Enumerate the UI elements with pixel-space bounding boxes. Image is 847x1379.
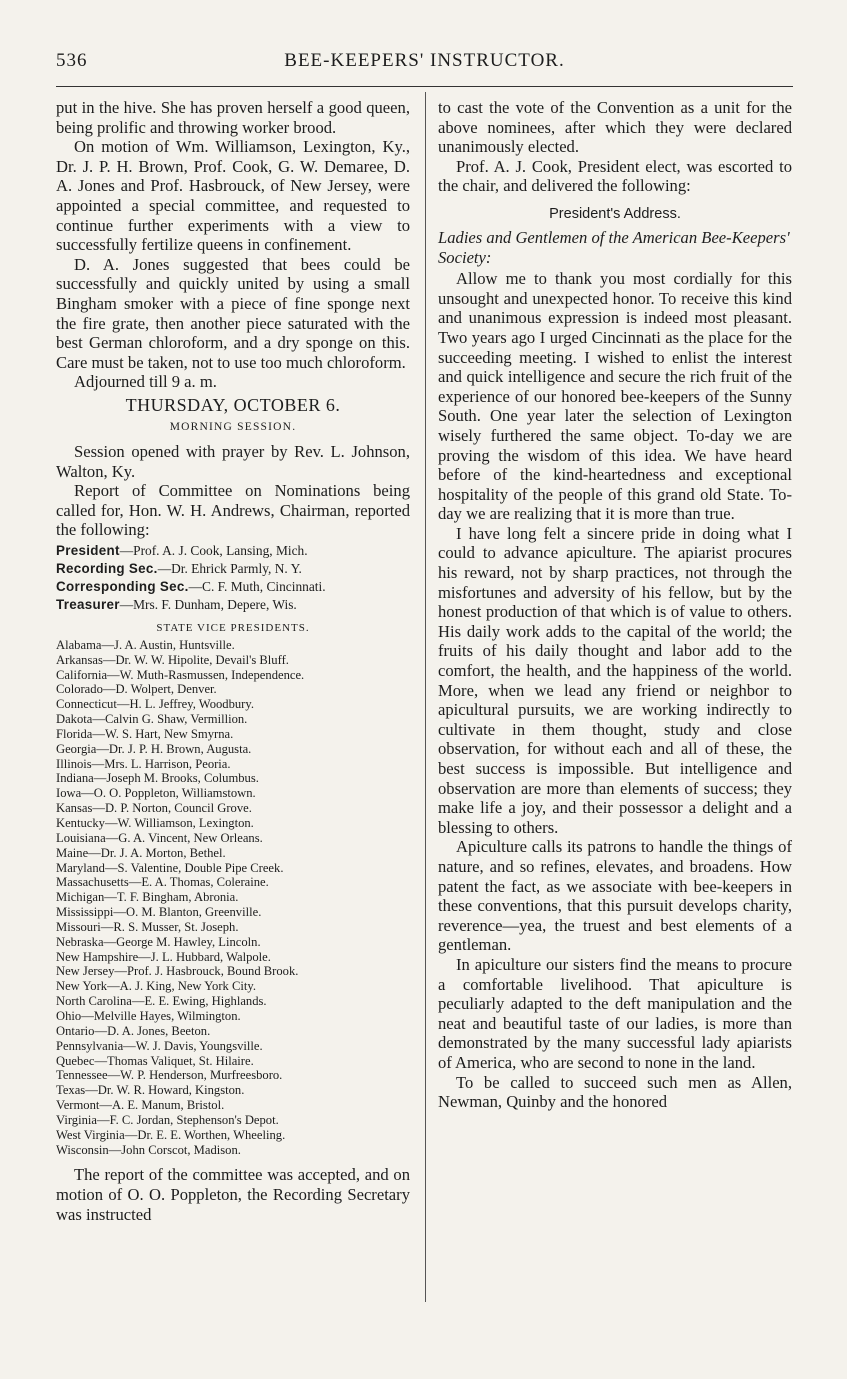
right-column	[438, 98, 792, 1112]
vice-president-entry: Iowa—O. O. Poppleton, Williamstown.	[56, 786, 256, 801]
paragraph: The report of the committee was accepted, and on motion of O. O. Poppleton, the Recording Secretary was instructed	[56, 1165, 410, 1224]
vice-president-entry: Colorado—D. Wolpert, Denver.	[56, 682, 217, 697]
officer-entry	[56, 578, 410, 596]
officers-list	[56, 542, 410, 614]
officer-entry	[56, 560, 410, 578]
paragraph: put in the hive. She has proven herself a good queen, being prolific and throwing worker brood.	[56, 98, 410, 137]
vice-president-entry: Indiana—Joseph M. Brooks, Columbus.	[56, 771, 259, 786]
vice-president-entry: Alabama—J. A. Austin, Huntsville.	[56, 637, 235, 652]
vice-president-entry: New York—A. J. King, New York City.	[56, 979, 257, 994]
header-rule	[56, 86, 793, 87]
vice-president-entry: Illinois—Mrs. L. Harrison, Peoria.	[56, 756, 231, 771]
session-heading: MORNING SESSION.	[169, 420, 297, 433]
vice-president-entry: Texas—Dr. W. R. Howard, Kingston.	[56, 1083, 245, 1098]
address-heading: President's Address.	[549, 205, 681, 222]
vice-president-entry: Mississippi—O. M. Blanton, Greenville.	[56, 905, 262, 920]
paragraph: D. A. Jones suggested that bees could be successfully and quickly united by using a small Bingham smoker with a piece of fine sponge next the fire grate, then another piece saturated with the best German chloroform, and a dry sponge on this. Care must be taken, not to use too much chloroform.	[56, 254, 410, 372]
vice-president-entry: North Carolina—E. E. Ewing, Highlands.	[56, 994, 267, 1009]
day-heading: THURSDAY, OCTOBER 6.	[125, 394, 341, 415]
vice-president-entry: Ohio—Melville Hayes, Wilmington.	[56, 1008, 241, 1023]
adjourned-line: Adjourned till 9 a. m.	[74, 372, 217, 392]
officer-name: —Prof. A. J. Cook, Lansing, Mich.	[119, 542, 308, 558]
officer-name: —C. F. Muth, Cincinnati.	[188, 578, 326, 594]
vice-president-entry: Pennsylvania—W. J. Davis, Youngsville.	[56, 1038, 263, 1053]
officer-title: Recording Sec.	[56, 560, 158, 576]
left-column	[56, 98, 410, 1224]
vice-president-entry: Missouri—R. S. Musser, St. Joseph.	[56, 919, 239, 934]
vice-president-entry: California—W. Muth-Rasmussen, Independence.	[56, 667, 305, 682]
vice-president-entry: Kentucky—W. Williamson, Lexington.	[56, 816, 254, 830]
vice-president-entry: Massachusetts—E. A. Thomas, Coleraine.	[56, 875, 269, 890]
vice-presidents-heading: STATE VICE PRESIDENTS.	[156, 621, 310, 634]
officer-name: —Dr. Ehrick Parmly, N. Y.	[157, 560, 302, 576]
vice-president-entry: Florida—W. S. Hart, New Smyrna.	[56, 726, 234, 741]
vice-president-entry: New Hampshire—J. L. Hubbard, Walpole.	[56, 949, 271, 964]
vice-president-entry: Wisconsin—John Corscot, Madison.	[56, 1142, 241, 1157]
officer-entry	[56, 596, 410, 614]
running-title: BEE-KEEPERS' INSTRUCTOR.	[284, 50, 565, 71]
vice-president-entry: Arkansas—Dr. W. W. Hipolite, Devail's Bluff.	[56, 652, 289, 667]
vice-president-entry: Vermont—A. E. Manum, Bristol.	[56, 1098, 225, 1113]
officer-name: —Mrs. F. Dunham, Depere, Wis.	[119, 596, 297, 612]
salutation: Ladies and Gentlemen of the American Bee-Keepers' Society:	[438, 227, 790, 267]
officer-title: President	[56, 542, 120, 558]
vice-president-entry: New Jersey—Prof. J. Hasbrouck, Bound Brook.	[56, 964, 299, 979]
vice-president-entry: Maryland—S. Valentine, Double Pipe Creek.	[56, 860, 284, 875]
running-header	[56, 50, 793, 76]
paragraph: Prof. A. J. Cook, President elect, was escorted to the chair, and delivered the following:	[438, 156, 792, 196]
officer-entry	[56, 542, 410, 560]
vice-presidents-list	[56, 638, 410, 1158]
vice-president-entry: West Virginia—Dr. E. E. Worthen, Wheeling.	[56, 1127, 286, 1142]
page-number: 536	[56, 50, 88, 71]
vice-president-entry: Ontario—D. A. Jones, Beeton.	[56, 1023, 211, 1038]
paragraph: On motion of Wm. Williamson, Lexington, Ky., Dr. J. P. H. Brown, Prof. Cook, G. W. Demaree, D. A. Jones and Prof. Hasbrouck, of New Jersey, were appointed a special committee, and requested to continue further experiments with a view to successfully fertilize queens in confinement.	[56, 137, 410, 255]
paragraph: Allow me to thank you most cordially for this unsought and unexpected honor. To receive this kind and unanimous expression is indeed most pleasant. Two years ago I urged Cincinnati as the place for the succeeding meeting. I wished to enlist the interest and quick intelligence and secure the rich fruit of the experience of our honored bee-keepers of the Sunny South. One year later the selection of Lexington wisely furthered the same object. To-day we are proving the wisdom of this idea. We have heard before of the kind-heartedness and exceptional hospitality of the people of this grand old State. To-day we are realizing that it is more than true.	[438, 269, 792, 524]
column-divider	[425, 92, 426, 1302]
paragraph: Session opened with prayer by Rev. L. Johnson, Walton, Ky.	[56, 441, 410, 481]
paragraph: To be called to succeed such men as Allen, Newman, Quinby and the honored	[438, 1072, 792, 1112]
vice-president-entry: Virginia—F. C. Jordan, Stephenson's Depot.	[56, 1112, 279, 1127]
vice-president-entry: Kansas—D. P. Norton, Council Grove.	[56, 801, 252, 816]
vice-president-entry: Michigan—T. F. Bingham, Abronia.	[56, 890, 239, 905]
paragraph: Apiculture calls its patrons to handle the things of nature, and so refines, elevates, and broadens. How patent the fact, as we associate with bee-keepers in these conventions, that this pursuit develops charity, reverence—yea, the truest and best elements of a gentleman.	[438, 837, 792, 955]
officer-title: Treasurer	[56, 596, 120, 612]
vice-president-entry: Georgia—Dr. J. P. H. Brown, Augusta.	[56, 741, 252, 756]
vice-president-entry: Connecticut—H. L. Jeffrey, Woodbury.	[56, 697, 254, 712]
vice-president-entry: Nebraska—George M. Hawley, Lincoln.	[56, 934, 261, 949]
vice-president-entry: Dakota—Calvin G. Shaw, Vermillion.	[56, 712, 248, 727]
vice-president-entry: Louisiana—G. A. Vincent, New Orleans.	[56, 830, 263, 845]
vice-president-entry: Tennessee—W. P. Henderson, Murfreesboro.	[56, 1068, 283, 1083]
paragraph: I have long felt a sincere pride in doing what I could to advance apiculture. The apiarist procures his reward, not by sharp practices, not through the misfortunes and adversity of his fellow, but by the honest production of that which is of value to others. His daily work adds to the capital of the world; the fruits of his daily thought and labor add to the comfort, the health, and the happiness of the world. More, when we lead any friend or neighbor to apicultural pursuits, we are working indirectly to cultivate in them thought, study and close observation, for without each and all of these, the best success is impossible. But intelligence and observation are more than elements of success; they make life a joy, and their possessor a delight and a blessing to others.	[438, 523, 792, 837]
officer-title: Corresponding Sec.	[56, 578, 189, 594]
paragraph: In apiculture our sisters find the means to procure a comfortable livelihood. That apiculture is peculiarly adapted to the deft manipulation and the neat and beautiful taste of our ladies, is more than demonstrated by the many successful lady apiarists of America, who are second to none in the land.	[438, 954, 792, 1072]
paragraph: to cast the vote of the Convention as a unit for the above nominees, after which they were declared unanimously elected.	[438, 98, 792, 157]
vice-president-entry: Maine—Dr. J. A. Morton, Bethel.	[56, 845, 226, 860]
vice-president-entry: Quebec—Thomas Valiquet, St. Hilaire.	[56, 1053, 254, 1068]
paragraph: Report of Committee on Nominations being called for, Hon. W. H. Andrews, Chairman, reported the following:	[56, 481, 410, 540]
